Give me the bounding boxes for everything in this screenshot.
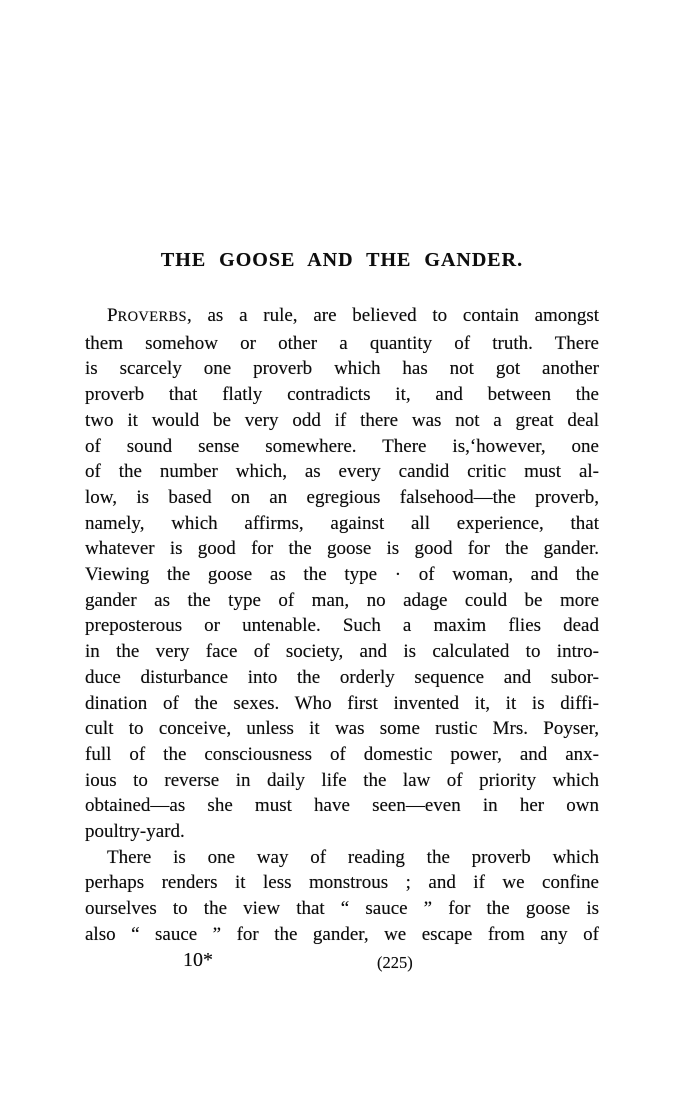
body-text <box>85 303 599 948</box>
text-line: also “ sauce ” for the gander, we escape from any of <box>85 923 599 945</box>
text-line: low, is based on an egregious falsehood—the proverb, <box>85 486 599 508</box>
chapter-title: THE GOOSE AND THE GANDER. <box>160 249 524 271</box>
text-line: full of the consciousness of domestic power, and anx- <box>85 743 599 765</box>
text-line: gander as the type of man, no adage could be more <box>85 589 599 611</box>
text-line: whatever is good for the goose is good for the gander. <box>85 538 599 560</box>
text-line: dination of the sexes. Who first invented it, it is diffi- <box>85 692 599 714</box>
text-line: cult to conceive, unless it was some rustic Mrs. Poyser, <box>85 718 599 740</box>
text-line: preposterous or untenable. Such a maxim flies dead <box>85 615 599 637</box>
text-line: duce disturbance into the orderly sequence and subor- <box>85 666 599 688</box>
text-line: obtained—as she must have seen—even in her own <box>85 795 599 817</box>
signature-mark: 10* <box>183 949 213 971</box>
text-line: of the number which, as every candid critic must al- <box>85 461 599 483</box>
text-line: ious to reverse in daily life the law of priority which <box>85 769 599 791</box>
text-line: poultry-yard. <box>85 821 185 843</box>
text-line: namely, which affirms, against all experience, that <box>85 512 599 534</box>
text-line: of sound sense somewhere. There is,ʻhowever, one <box>85 435 599 457</box>
text-line: perhaps renders it less monstrous ; and if we confine <box>85 872 599 894</box>
small-caps-text: ROVERBS <box>117 309 187 325</box>
text-line: proverb that flatly contradicts it, and between the <box>85 384 599 406</box>
text-segment: , as a rule, are believed to contain amongst <box>186 305 599 326</box>
text-line: two it would be very odd if there was not a great deal <box>85 409 599 431</box>
text-line: There is one way of reading the proverb which <box>107 846 599 868</box>
text-line: ourselves to the view that “ sauce ” for the goose is <box>85 898 599 920</box>
text-line: Viewing the goose as the type · of woman, and the <box>85 564 599 586</box>
text-line: is scarcely one proverb which has not got another <box>85 358 599 380</box>
text-line <box>85 303 599 331</box>
page-number: (225) <box>377 953 413 972</box>
text-segment: P <box>107 305 118 326</box>
text-line: in the very face of society, and is calculated to intro- <box>85 641 599 663</box>
text-line: them somehow or other a quantity of truth. There <box>85 332 599 354</box>
